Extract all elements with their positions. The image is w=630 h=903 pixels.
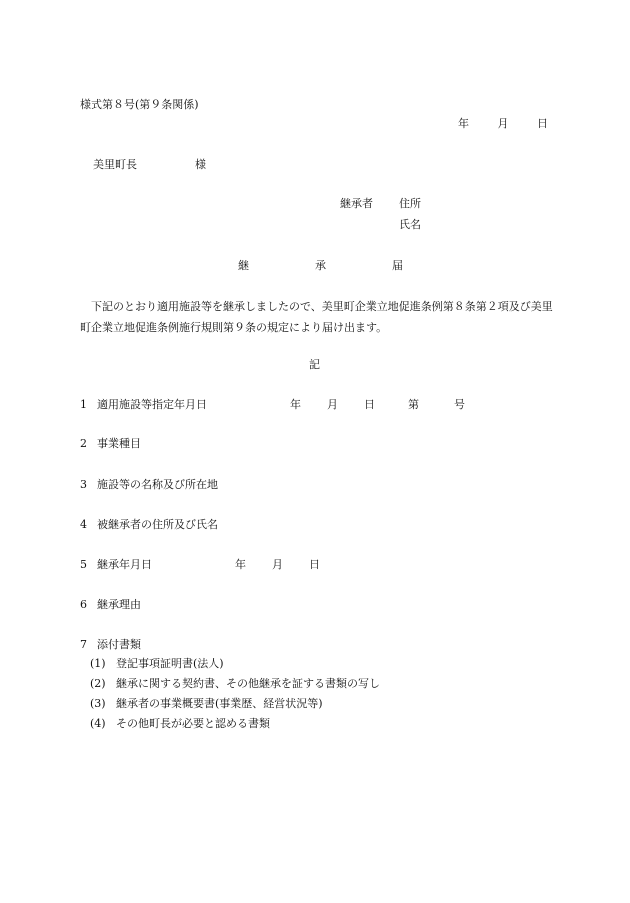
- attachment-text: 継承に関する契約書、その他継承を証する書類の写し: [116, 677, 380, 690]
- item-6: [80, 598, 141, 611]
- honorific: 様: [195, 158, 206, 171]
- attachment-text: その他町長が必要と認める書類: [116, 717, 270, 730]
- month-label: 月: [272, 558, 283, 571]
- addressee: [93, 158, 206, 171]
- document-title: [238, 259, 403, 272]
- item-5: [80, 558, 320, 571]
- item-number: 2: [80, 437, 87, 450]
- item-number: 4: [80, 518, 87, 531]
- day-label: 日: [309, 558, 320, 571]
- form-number: 様式第８号(第９条関係): [80, 98, 199, 111]
- year-label: 年: [458, 117, 469, 130]
- item-1: [80, 398, 465, 411]
- month-label: 月: [497, 117, 509, 130]
- item-number: 3: [80, 478, 87, 491]
- mayor-label: 美里町長: [93, 158, 137, 171]
- applicant-role: 継承者: [340, 197, 373, 210]
- attachment-number: (4): [90, 717, 106, 730]
- item-2: [80, 437, 141, 450]
- item-number: 1: [80, 398, 87, 411]
- day-label: 日: [537, 117, 548, 130]
- month-label: 月: [327, 398, 338, 411]
- name-label: 氏名: [399, 218, 421, 231]
- title-char-3: 届: [392, 259, 403, 272]
- go-label: 号: [454, 398, 465, 411]
- item-label: 継承年月日: [97, 558, 152, 571]
- item-number: 7: [80, 638, 87, 651]
- item-label: 施設等の名称及び所在地: [97, 478, 218, 491]
- item-7: [80, 638, 141, 651]
- day-label: 日: [364, 398, 375, 411]
- item-label: 被継承者の住所及び氏名: [97, 518, 218, 531]
- address-label: 住所: [399, 197, 421, 210]
- attachment-text: 登記事項証明書(法人): [116, 657, 224, 670]
- applicant-address-row: [340, 197, 421, 210]
- date-line: [458, 117, 548, 130]
- item-number: 5: [80, 558, 87, 571]
- item-label: 事業種目: [97, 437, 141, 450]
- year-label: 年: [290, 398, 301, 411]
- attachment-2: [90, 677, 380, 690]
- attachment-1: [90, 657, 224, 670]
- item-number: 6: [80, 598, 87, 611]
- attachment-number: (2): [90, 677, 106, 690]
- attachment-3: [90, 697, 323, 710]
- item-4: [80, 518, 218, 531]
- item-label: 適用施設等指定年月日: [97, 398, 207, 411]
- attachment-number: (1): [90, 657, 106, 670]
- item-label: 継承理由: [97, 598, 141, 611]
- title-char-1: 継: [238, 259, 249, 272]
- item-label: 添付書類: [97, 638, 141, 651]
- item-3: [80, 478, 218, 491]
- attachment-4: [90, 717, 270, 730]
- title-char-2: 承: [315, 259, 326, 272]
- ki-heading: 記: [309, 358, 320, 371]
- attachment-text: 継承者の事業概要書(事業歴、経営状況等): [116, 697, 323, 710]
- attachment-number: (3): [90, 697, 106, 710]
- year-label: 年: [235, 558, 246, 571]
- dai-label: 第: [408, 398, 419, 411]
- body-paragraph: 下記のとおり適用施設等を継承しましたので、美里町企業立地促進条例第８条第２項及び美里町企業立地促進条例施行規則第９条の規定により届け出ます。: [80, 300, 553, 334]
